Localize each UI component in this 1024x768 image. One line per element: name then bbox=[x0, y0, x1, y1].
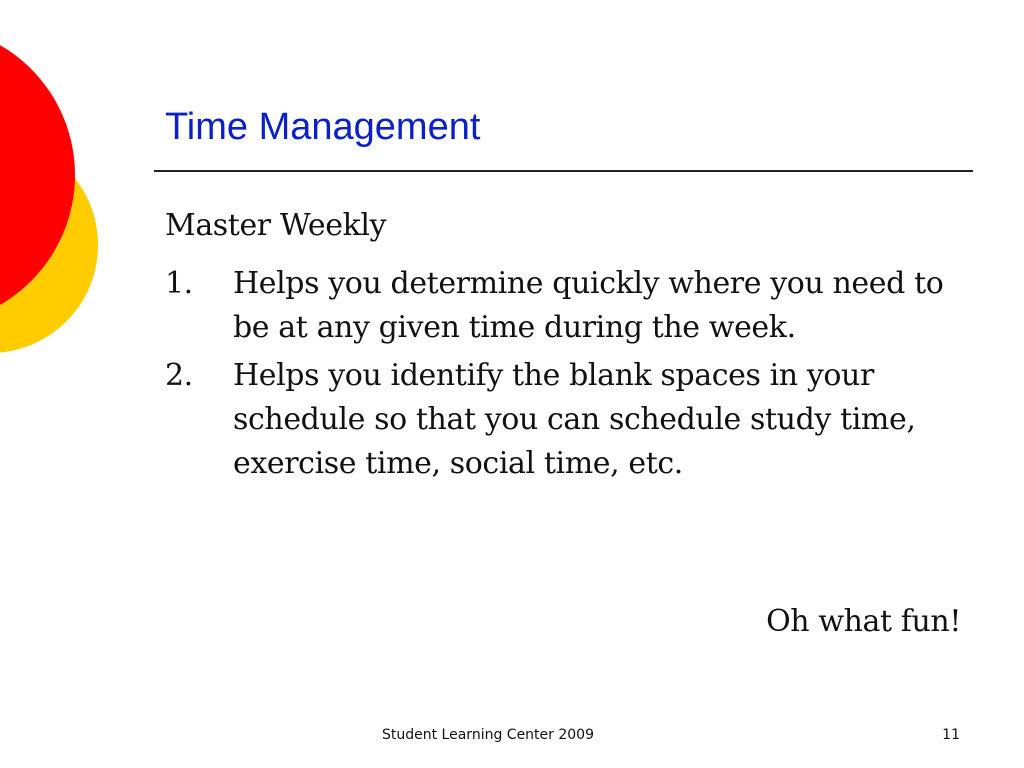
list-item-number: 2. bbox=[165, 358, 193, 393]
title-divider bbox=[154, 170, 973, 172]
closing-remark: Oh what fun! bbox=[766, 604, 961, 639]
list-item-text: Helps you determine quickly where you need to be at any given time during the week. bbox=[233, 266, 944, 345]
footer-caption: Student Learning Center 2009 bbox=[382, 727, 594, 743]
list-item bbox=[165, 262, 965, 350]
benefit-list bbox=[165, 262, 965, 490]
slide-title: Time Management bbox=[165, 106, 481, 148]
list-item-number: 1. bbox=[165, 266, 193, 301]
page-number: 11 bbox=[942, 727, 960, 743]
section-heading: Master Weekly bbox=[165, 208, 387, 243]
list-item-text: Helps you identify the blank spaces in your schedule so that you can schedule study time, exercise time, social time, etc. bbox=[233, 358, 916, 481]
decorative-circles bbox=[0, 0, 110, 400]
list-item bbox=[165, 354, 965, 486]
